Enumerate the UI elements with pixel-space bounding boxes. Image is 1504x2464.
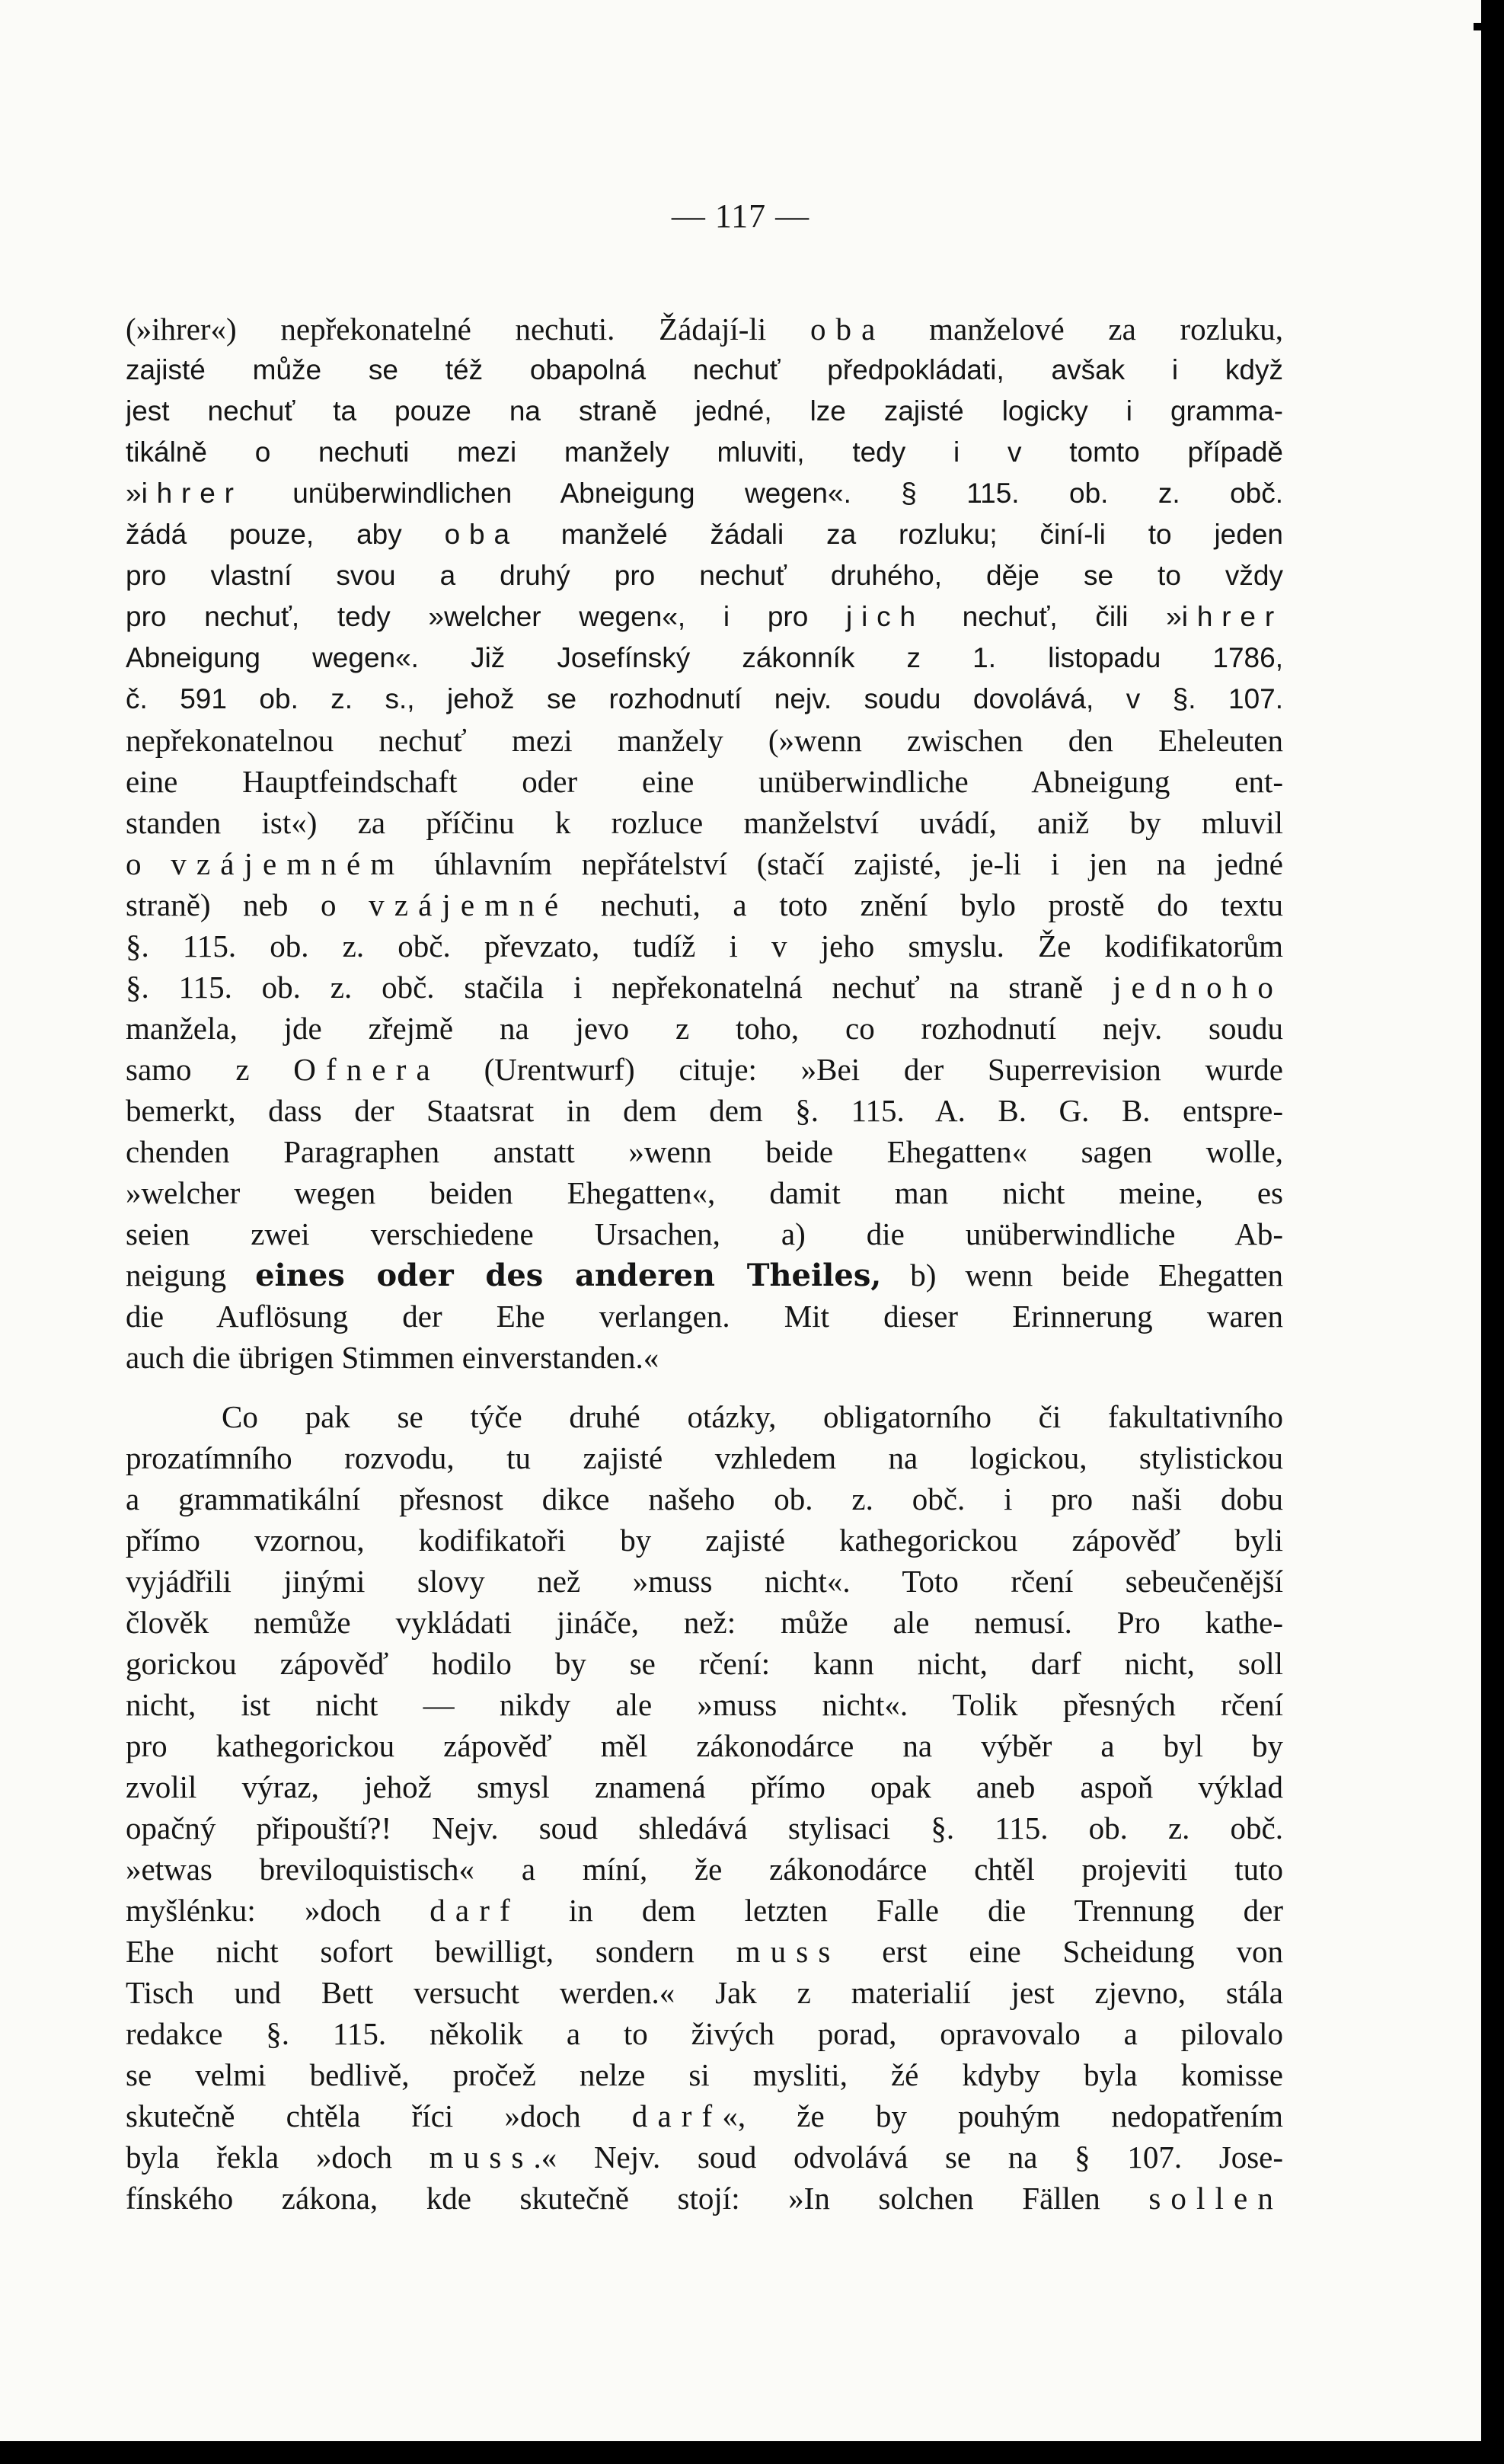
- text-line: auch die übrigen Stimmen einverstanden.«: [126, 1340, 659, 1375]
- text-line: neigung eines oder des anderen Theiles, b) wenn beide Ehegatten: [126, 1258, 1283, 1293]
- text-line: §. 115. ob. z. obč. převzato, tudíž i v jeho smyslu. Že kodifikatorům: [126, 928, 1283, 964]
- text-line: a grammatikální přesnost dikce našeho ob. z. obč. i pro naši dobu: [126, 1481, 1283, 1516]
- text-line: o vzájemném úhlavním nepřátelství (stačí zajisté, je-li i jen na jedné: [126, 846, 1283, 881]
- text-line: se velmi bedlivě, pročež nelze si mysliti, žé kdyby byla komisse: [126, 2057, 1283, 2092]
- text-line: pro nechuť, tedy »welcher wegen«, i pro jich nechuť, čili »ihrer: [126, 601, 1283, 632]
- text-line: opačný připouští?! Nejv. soud shledává stylisaci §. 115. ob. z. obč.: [126, 1810, 1283, 1846]
- text-line: přímo vzornou, kodifikatoři by zajisté kathegorickou zápověď byli: [126, 1523, 1283, 1558]
- spaced-emphasis: jich: [846, 601, 924, 632]
- text-line: byla řekla »doch muss.« Nejv. soud odvolává se na § 107. Jose-: [126, 2140, 1283, 2175]
- text-line: seien zwei verschiedene Ursachen, a) die unüberwindliche Ab-: [126, 1216, 1283, 1251]
- spaced-emphasis: darf: [429, 1893, 520, 1928]
- text-line: zvolil výraz, jehož smysl znamená přímo opak aneb aspoň výklad: [126, 1769, 1283, 1804]
- spaced-emphasis: vzájemném: [171, 846, 405, 881]
- text-line: Co pak se týče druhé otázky, obligatorního či fakultativního: [222, 1399, 1283, 1434]
- text-line: tikálně o nechuti mezi manžely mluviti, tedy i v tomto případě: [126, 436, 1283, 468]
- text-line: »ihrer unüberwindlichen Abneigung wegen«. § 115. ob. z. obč.: [126, 478, 1283, 509]
- text-line: Ehe nicht sofort bewilligt, sondern muss erst eine Scheidung von: [126, 1934, 1283, 1969]
- page-number: — 117 —: [671, 197, 810, 235]
- text-line: pro kathegorickou zápověď měl zákonodárce na výběr a byl by: [126, 1728, 1283, 1763]
- spaced-emphasis: Ofnera: [293, 1052, 440, 1087]
- scan-border-right: [1481, 0, 1504, 2464]
- paragraph-gap: [126, 1378, 1283, 1396]
- text-line: eine Hauptfeindschaft oder eine unüberwindliche Abneigung ent-: [126, 764, 1283, 799]
- text-line: zajisté může se též obapolná nechuť předpokládati, avšak i když: [126, 354, 1283, 385]
- spaced-emphasis: ihrer: [141, 478, 243, 509]
- text-line: nicht, ist nicht — nikdy ale »muss nicht«. Tolik přesných rčení: [126, 1687, 1283, 1722]
- text-line: (»ihrer«) nepřekonatelné nechuti. Žádají-li oba manželové za rozluku,: [126, 312, 1283, 347]
- text-line: die Auflösung der Ehe verlangen. Mit dieser Erinnerung waren: [126, 1299, 1283, 1334]
- text-line: manžela, jde zřejmě na jevo z toho, co rozhodnutí nejv. soudu: [126, 1011, 1283, 1046]
- text-line: fínského zákona, kde skutečně stojí: »In solchen Fällen sollen: [126, 2181, 1283, 2216]
- text-line: člověk nemůže vykládati jináče, než: může ale nemusí. Pro kathe-: [126, 1605, 1283, 1640]
- text-line: »etwas breviloquistisch« a míní, že zákonodárce chtěl projeviti tuto: [126, 1852, 1283, 1887]
- text-line: §. 115. ob. z. obč. stačila i nepřekonatelná nechuť na straně jednoho: [126, 970, 1283, 1005]
- text-line: Abneigung wegen«. Již Josefínský zákonník z 1. listopadu 1786,: [126, 642, 1283, 673]
- spaced-emphasis: darf: [631, 2098, 723, 2133]
- spaced-emphasis: oba: [809, 312, 886, 347]
- spaced-emphasis: sollen: [1148, 2181, 1283, 2216]
- spaced-emphasis: vzájemné: [369, 887, 569, 922]
- text-line: nepřekonatelnou nechuť mezi manžely (»wenn zwischen den Eheleuten: [126, 723, 1283, 758]
- text-line: myšlénku: »doch darf in dem letzten Falle die Trennung der: [126, 1893, 1283, 1928]
- text-line: pro vlastní svou a druhý pro nechuť druhého, děje se to vždy: [126, 560, 1283, 591]
- text-line: žádá pouze, aby oba manželé žádali za rozluku; činí-li to jeden: [126, 519, 1283, 550]
- text-line: »welcher wegen beiden Ehegatten«, damit man nicht meine, es: [126, 1175, 1283, 1210]
- text-line: jest nechuť ta pouze na straně jedné, lze zajisté logicky i gramma-: [126, 395, 1283, 427]
- text-line: bemerkt, dass der Staatsrat in dem dem §. 115. A. B. G. B. entspre-: [126, 1093, 1283, 1128]
- text-line: č. 591 ob. z. s., jehož se rozhodnutí nejv. soudu dovolává, v §. 107.: [126, 683, 1283, 714]
- text-line: samo z Ofnera (Urentwurf) cituje: »Bei der Superrevision wurde: [126, 1052, 1283, 1087]
- text-line: Tisch und Bett versucht werden.« Jak z materialií jest zjevno, stála: [126, 1975, 1283, 2010]
- text-line: gorickou zápověď hodilo by se rčení: kann nicht, darf nicht, soll: [126, 1646, 1283, 1681]
- text-line: straně) neb o vzájemné nechuti, a toto znění bylo prostě do textu: [126, 887, 1283, 922]
- text-line: skutečně chtěla říci »doch darf«, že by pouhým nedopatřením: [126, 2098, 1283, 2133]
- text-line: chenden Paragraphen anstatt »wenn beide Ehegatten« sagen wolle,: [126, 1134, 1283, 1169]
- body-text: [126, 308, 1283, 2219]
- spaced-emphasis: ihrer: [1181, 601, 1283, 632]
- text-line: vyjádřili jinými slovy než »muss nicht«. Toto rčení sebeučenější: [126, 1564, 1283, 1599]
- text-line: redakce §. 115. několik a to živých porad, opravovalo a pilovalo: [126, 2016, 1283, 2051]
- bold-emphasis: eines oder des anderen Theiles,: [255, 1258, 882, 1293]
- spaced-emphasis: oba: [444, 519, 519, 550]
- spaced-emphasis: muss: [736, 1934, 841, 1969]
- text-line: prozatímního rozvodu, tu zajisté vzhledem na logickou, stylistickou: [126, 1440, 1283, 1475]
- text-line: standen ist«) za příčinu k rozluce manželství uvádí, aniž by mluvil: [126, 805, 1283, 840]
- spaced-emphasis: muss: [429, 2140, 534, 2175]
- scan-border-bottom: [0, 2441, 1504, 2464]
- scan-corner-mark: [1474, 23, 1481, 30]
- spaced-emphasis: jednoho: [1113, 970, 1283, 1005]
